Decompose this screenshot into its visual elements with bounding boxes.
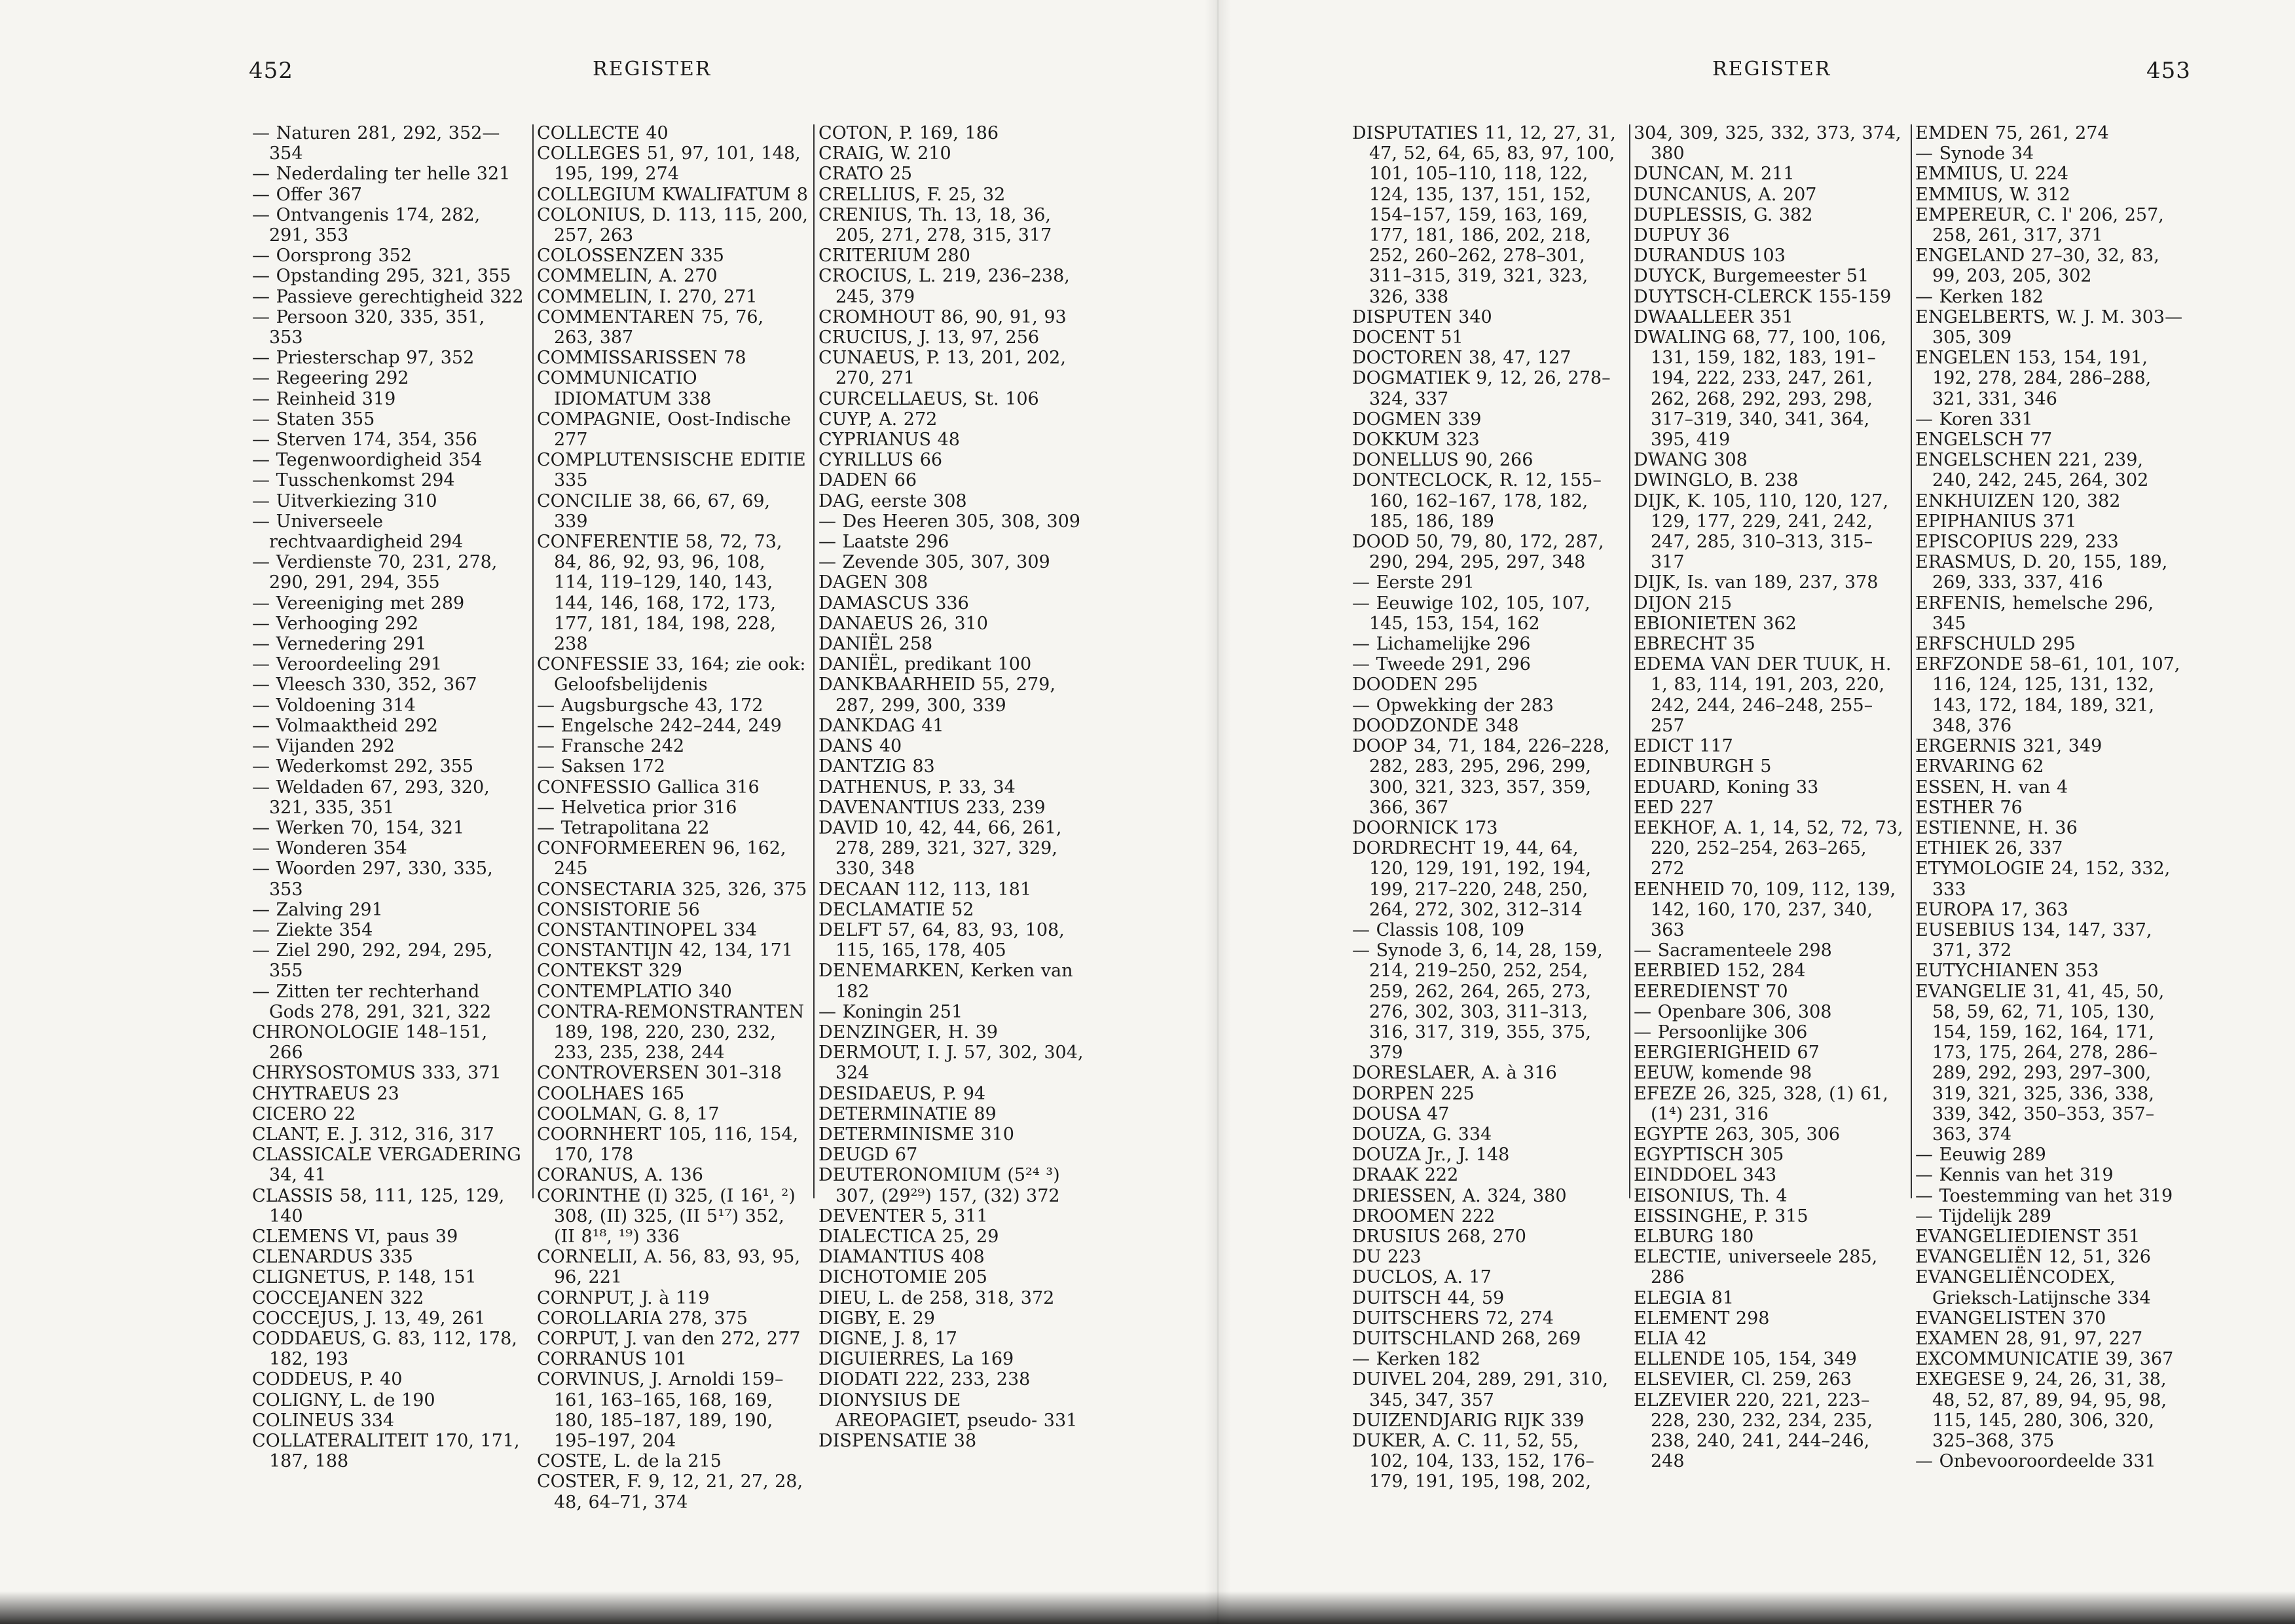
running-head-right: REGISTER <box>1712 58 1831 81</box>
index-entry: DRIESSEN, A. 324, 380 <box>1352 1185 1567 1206</box>
index-entry: COLOSSENZEN 335 <box>537 246 724 267</box>
index-entry: COSTE, L. de la 215 <box>537 1451 722 1472</box>
index-entry: — Tweede 291, 296 <box>1352 654 1531 675</box>
index-entry: COLLEGES 51, 97, 101, 148, 195, 199, 274 <box>537 143 801 185</box>
index-entry: CHRONOLOGIE 148–151, 266 <box>252 1022 488 1063</box>
index-entry: — Staten 355 <box>252 409 375 430</box>
index-entry: DIJON 215 <box>1634 593 1733 614</box>
index-entry: EPISCOPIUS 229, 233 <box>1915 532 2119 553</box>
index-entry: EXAMEN 28, 91, 97, 227 <box>1915 1328 2143 1349</box>
index-entry: CRENIUS, Th. 13, 18, 36, 205, 271, 278, 315, 317 <box>818 204 1052 246</box>
index-entry: ELSEVIER, Cl. 259, 263 <box>1634 1369 1852 1390</box>
index-column <box>1915 123 2187 1471</box>
index-entry: CLENARDUS 335 <box>252 1247 413 1268</box>
index-entry: — Laatste 296 <box>818 532 949 553</box>
index-entry: — Onbevooroordeelde 331 <box>1915 1451 2156 1472</box>
index-entry: DOODEN 295 <box>1352 674 1478 695</box>
index-entry: DATHENUS, P. 33, 34 <box>818 777 1016 798</box>
index-entry: COOLMAN, G. 8, 17 <box>537 1103 720 1124</box>
index-entry: — Helvetica prior 316 <box>537 797 737 818</box>
index-entry: DRUSIUS 268, 270 <box>1352 1226 1526 1247</box>
index-entry: — Vleesch 330, 352, 367 <box>252 674 477 695</box>
right-page <box>1218 0 2295 1624</box>
index-entry: — Tegenwoordigheid 354 <box>252 450 483 471</box>
index-entry: — Vernedering 291 <box>252 634 427 655</box>
index-entry: EUTYCHIANEN 353 <box>1915 961 2099 982</box>
index-entry: DIGBY, E. 29 <box>818 1308 935 1329</box>
index-entry: CONTRA-REMONSTRANTEN 189, 198, 220, 230, 232, 233, 235, 238, 244 <box>537 1001 805 1063</box>
index-entry: DUIVEL 204, 289, 291, 310, 345, 347, 357 <box>1352 1369 1609 1411</box>
index-entry: EPIPHANIUS 371 <box>1915 511 2077 532</box>
index-entry: — Kerken 182 <box>1352 1349 1480 1370</box>
index-entry: CICERO 22 <box>252 1103 356 1124</box>
index-entry: ELEGIA 81 <box>1634 1287 1735 1308</box>
index-entry: ERFSCHULD 295 <box>1915 634 2076 655</box>
index-entry: DONTECLOCK, R. 12, 155–160, 162–167, 178, 182, 185, 186, 189 <box>1352 470 1602 532</box>
index-entry: DIEU, L. de 258, 318, 372 <box>818 1287 1055 1308</box>
index-entry: DIGNE, J. 8, 17 <box>818 1328 957 1349</box>
index-entry: DWAALLEER 351 <box>1634 306 1793 327</box>
index-column <box>252 123 524 1471</box>
index-entry: CUNAEUS, P. 13, 201, 202, 270, 271 <box>818 348 1066 389</box>
index-entry: — Tijdelijk 289 <box>1915 1206 2051 1227</box>
index-entry: CRATO 25 <box>818 164 913 185</box>
index-entry: CRAIG, W. 210 <box>818 143 951 164</box>
index-entry: ETYMOLOGIE 24, 152, 332, 333 <box>1915 858 2171 900</box>
index-column <box>1352 123 1624 1492</box>
index-entry: — Synode 3, 6, 14, 28, 159, 214, 219–250, 252, 254, 259, 262, 264, 265, 273, 276, 302, 303, 311–313, 316, 317, 319, 355, 375, 379 <box>1352 940 1603 1063</box>
index-entry: ENKHUIZEN 120, 382 <box>1915 490 2121 511</box>
index-entry: CUYP, A. 272 <box>818 409 938 430</box>
index-entry: DENZINGER, H. 39 <box>818 1022 998 1043</box>
index-entry: DERMOUT, I. J. 57, 302, 304, 324 <box>818 1043 1084 1084</box>
index-entry: CONSTANTIJN 42, 134, 171 <box>537 940 794 961</box>
index-entry: — Ziekte 354 <box>252 919 373 940</box>
index-entry: CRITERIUM 280 <box>818 246 970 267</box>
index-entry: DOGMEN 339 <box>1352 409 1482 430</box>
index-entry: DICHOTOMIE 205 <box>818 1267 987 1288</box>
index-entry: — Persoonlijke 306 <box>1634 1022 1808 1043</box>
index-entry: EMDEN 75, 261, 274 <box>1915 123 2109 143</box>
index-entry: DAVENANTIUS 233, 239 <box>818 797 1046 818</box>
column-rule <box>813 124 815 1198</box>
index-entry: DOOP 34, 71, 184, 226–228, 282, 283, 295, 296, 299, 300, 321, 323, 357, 359, 366, 367 <box>1352 736 1610 818</box>
index-entry: DOUSA 47 <box>1352 1103 1450 1124</box>
index-entry: COSTER, F. 9, 12, 21, 27, 28, 48, 64–71, 374 <box>537 1471 803 1513</box>
index-entry: DURANDUS 103 <box>1634 246 1786 267</box>
index-entry: ELZEVIER 220, 221, 223–228, 230, 232, 234, 235, 238, 240, 241, 244–246, 248 <box>1634 1390 1873 1472</box>
index-entry: COTON, P. 169, 186 <box>818 123 999 143</box>
index-entry: DUNCANUS, A. 207 <box>1634 184 1817 205</box>
index-entry: CYPRIANUS 48 <box>818 430 960 451</box>
index-entry: DAVID 10, 42, 44, 66, 261, 278, 289, 321, 327, 329, 330, 348 <box>818 817 1062 879</box>
index-entry: DORPEN 225 <box>1352 1083 1475 1104</box>
index-entry: — Passieve gerechtigheid 322 <box>252 286 524 307</box>
index-entry: — Zitten ter rechterhand Gods 278, 291, 321, 322 <box>252 981 492 1022</box>
index-entry: — Werken 70, 154, 321 <box>252 817 465 838</box>
index-entry: CONTEMPLATIO 340 <box>537 981 732 1002</box>
index-entry: — Oorsprong 352 <box>252 246 412 267</box>
index-entry: DWANG 308 <box>1634 450 1748 471</box>
index-entry: DISPUTATIES 11, 12, 27, 31, 47, 52, 64, 65, 83, 97, 100, 101, 105–110, 118, 122, 124, 135, 137, 151, 152, 154–157, 159, 163, 169, 177, 181, 186, 202, 218, 252, 260–262, 278–301, 311–315, 319, 321, 323, 326, 338 <box>1352 123 1616 307</box>
index-entry: EERBIED 152, 284 <box>1634 961 1806 982</box>
index-entry: DORDRECHT 19, 44, 64, 120, 129, 191, 192, 194, 199, 217–220, 248, 250, 264, 272, 302, 312–314 <box>1352 838 1591 920</box>
index-entry: CLIGNETUS, P. 148, 151 <box>252 1267 477 1288</box>
index-entry: DUYTSCH-CLERCK 155-159 <box>1634 286 1892 307</box>
index-entry: DISPUTEN 340 <box>1352 306 1492 327</box>
index-entry: COLIGNY, L. de 190 <box>252 1390 435 1411</box>
index-entry: DUITSCHERS 72, 274 <box>1352 1308 1554 1329</box>
index-entry: ERGERNIS 321, 349 <box>1915 736 2102 757</box>
index-entry: DUKER, A. C. 11, 52, 55, 102, 104, 133, 152, 176–179, 191, 195, 198, 202, <box>1352 1431 1594 1492</box>
index-entry: ELEMENT 298 <box>1634 1308 1770 1329</box>
index-entry: COROLLARIA 278, 375 <box>537 1308 748 1329</box>
index-entry: ESTIENNE, H. 36 <box>1915 817 2078 838</box>
index-entry: CROMHOUT 86, 90, 91, 93 <box>818 306 1067 327</box>
index-entry: EMPEREUR, C. l' 206, 257, 258, 261, 317, 371 <box>1915 204 2164 246</box>
index-entry: EEKHOF, A. 1, 14, 52, 72, 73, 220, 252–254, 263–265, 272 <box>1634 817 1903 879</box>
index-entry: CORPUT, J. van den 272, 277 <box>537 1328 801 1349</box>
index-entry: DAMASCUS 336 <box>818 593 969 614</box>
index-entry: ELIA 42 <box>1634 1328 1707 1349</box>
index-entry: EEUW, komende 98 <box>1634 1063 1812 1084</box>
index-entry: DORESLAER, A. à 316 <box>1352 1063 1557 1084</box>
index-entry: — Eeuwige 102, 105, 107, 145, 153, 154, 162 <box>1352 593 1590 634</box>
index-entry: COMMELIN, I. 270, 271 <box>537 286 758 307</box>
index-entry: EMMIUS, U. 224 <box>1915 164 2069 185</box>
column-rule <box>532 124 534 1198</box>
index-entry: COMMENTAREN 75, 76, 263, 387 <box>537 306 764 348</box>
index-entry: CORRANUS 101 <box>537 1349 687 1370</box>
index-entry: CONTEKST 329 <box>537 961 682 982</box>
index-entry: EVANGELIËN 12, 51, 326 <box>1915 1247 2151 1268</box>
index-entry: EDICT 117 <box>1634 736 1733 757</box>
index-entry: — Eerste 291 <box>1352 572 1475 593</box>
index-entry: DELFT 57, 64, 83, 93, 108, 115, 165, 178, 405 <box>818 919 1065 961</box>
index-entry: ENGELEN 153, 154, 191, 192, 278, 284, 286–288, 321, 331, 346 <box>1915 348 2152 409</box>
index-entry: — Openbare 306, 308 <box>1634 1001 1832 1022</box>
index-entry: CLASSIS 58, 111, 125, 129, 140 <box>252 1185 505 1227</box>
index-entry: — Veroordeeling 291 <box>252 654 443 675</box>
index-entry: DETERMINATIE 89 <box>818 1103 997 1124</box>
index-entry: — Ontvangenis 174, 282, 291, 353 <box>252 204 481 246</box>
index-entry: EDINBURGH 5 <box>1634 756 1772 777</box>
index-entry: COMMISSARISSEN 78 <box>537 348 746 369</box>
index-entry: CONCILIE 38, 66, 67, 69, 339 <box>537 490 771 532</box>
index-entry: CONFESSIE 33, 164; zie ook: Geloofsbelijdenis <box>537 654 806 695</box>
index-entry: ETHIEK 26, 337 <box>1915 838 2063 859</box>
index-entry: EVANGELISTEN 370 <box>1915 1308 2106 1329</box>
index-entry: COMMUNICATIO IDIOMATUM 338 <box>537 368 712 409</box>
index-entry: CRELLIUS, F. 25, 32 <box>818 184 1006 205</box>
index-entry: COOLHAES 165 <box>537 1083 685 1104</box>
index-entry: EENHEID 70, 109, 112, 139, 142, 160, 170, 237, 340, 363 <box>1634 879 1896 940</box>
index-entry: DEUGD 67 <box>818 1145 918 1166</box>
index-entry: — Vijanden 292 <box>252 736 395 757</box>
column-rule <box>1911 124 1912 1198</box>
index-entry: DETERMINISME 310 <box>818 1124 1014 1145</box>
index-entry: CONFORMEEREN 96, 162, 245 <box>537 838 786 879</box>
index-column <box>818 123 1090 1451</box>
index-entry: CORNPUT, J. à 119 <box>537 1287 710 1308</box>
index-entry: COORNHERT 105, 116, 154, 170, 178 <box>537 1124 799 1166</box>
index-entry: DANKBAARHEID 55, 279, 287, 299, 300, 339 <box>818 674 1056 716</box>
index-entry: COMMELIN, A. 270 <box>537 266 718 287</box>
index-entry: — Verdienste 70, 231, 278, 290, 291, 294, 355 <box>252 552 498 593</box>
index-entry: DIAMANTIUS 408 <box>818 1247 985 1268</box>
index-entry: COMPAGNIE, Oost-Indische 277 <box>537 409 791 451</box>
index-entry: — Lichamelijke 296 <box>1352 634 1531 655</box>
index-entry: CORINTHE (I) 325, (I 16¹, ²) 308, (II) 325, (II 5¹⁷) 352, (II 8¹⁸, ¹⁹) 336 <box>537 1185 796 1247</box>
index-entry: DIGUIERRES, La 169 <box>818 1349 1014 1370</box>
index-entry: DOORNICK 173 <box>1352 817 1498 838</box>
index-entry: DISPENSATIE 38 <box>818 1431 977 1451</box>
index-entry: DOODZONDE 348 <box>1352 715 1519 736</box>
index-entry: DUITSCH 44, 59 <box>1352 1287 1505 1308</box>
index-entry: EVANGELIEDIENST 351 <box>1915 1226 2140 1247</box>
index-entry: DOCTOREN 38, 47, 127 <box>1352 348 1571 369</box>
index-entry: DROOMEN 222 <box>1352 1206 1496 1227</box>
index-entry: CONTROVERSEN 301–318 <box>537 1063 782 1084</box>
index-entry: — Saksen 172 <box>537 756 665 777</box>
index-entry: EMMIUS, W. 312 <box>1915 184 2070 205</box>
index-entry: COCCEJUS, J. 13, 49, 261 <box>252 1308 486 1329</box>
index-entry: — Wederkomst 292, 355 <box>252 756 474 777</box>
index-entry: EISONIUS, Th. 4 <box>1634 1185 1788 1206</box>
index-entry: CHYTRAEUS 23 <box>252 1083 399 1104</box>
index-entry: DUPLESSIS, G. 382 <box>1634 204 1813 225</box>
index-entry: CODDAEUS, G. 83, 112, 178, 182, 193 <box>252 1328 517 1370</box>
index-entry: — Koren 331 <box>1915 409 2033 430</box>
index-entry: CONSTANTINOPEL 334 <box>537 919 757 940</box>
index-entry: ENGELBERTS, W. J. M. 303—305, 309 <box>1915 306 2183 348</box>
index-entry: — Engelsche 242–244, 249 <box>537 715 782 736</box>
index-entry: CORANUS, A. 136 <box>537 1165 703 1186</box>
index-entry: EERGIERIGHEID 67 <box>1634 1043 1820 1063</box>
index-entry: — Weldaden 67, 293, 320, 321, 335, 351 <box>252 777 490 818</box>
index-entry: EUSEBIUS 134, 147, 337, 371, 372 <box>1915 919 2152 961</box>
index-entry: DANIËL, predikant 100 <box>818 654 1032 675</box>
index-entry: CONSISTORIE 56 <box>537 899 700 920</box>
index-entry: — Zevende 305, 307, 309 <box>818 552 1050 573</box>
index-entry: CURCELLAEUS, St. 106 <box>818 388 1039 409</box>
index-entry: DOKKUM 323 <box>1352 430 1480 451</box>
index-entry: EED 227 <box>1634 797 1714 818</box>
index-entry: CONFESSIO Gallica 316 <box>537 777 760 798</box>
index-entry: DUNCAN, M. 211 <box>1634 164 1795 185</box>
index-entry: — Wonderen 354 <box>252 838 407 859</box>
index-entry: DIJK, Is. van 189, 237, 378 <box>1634 572 1879 593</box>
index-entry: EGYPTISCH 305 <box>1634 1145 1784 1166</box>
index-entry: ERVARING 62 <box>1915 756 2044 777</box>
index-entry: — Regeering 292 <box>252 368 409 389</box>
index-entry: EGYPTE 263, 305, 306 <box>1634 1124 1841 1145</box>
index-entry: DENEMARKEN, Kerken van 182 <box>818 961 1073 1002</box>
index-entry: COLONIUS, D. 113, 115, 200, 257, 263 <box>537 204 808 246</box>
index-entry: DEUTERONOMIUM (5²⁴ ³) 307, (29²⁹) 157, (32) 372 <box>818 1165 1060 1206</box>
index-entry: — Kerken 182 <box>1915 286 2044 307</box>
index-entry: — Classis 108, 109 <box>1352 919 1524 940</box>
index-entry: — Woorden 297, 330, 335, 353 <box>252 858 493 900</box>
index-entry: — Zalving 291 <box>252 899 383 920</box>
index-entry: DECLAMATIE 52 <box>818 899 974 920</box>
index-entry: — Naturen 281, 292, 352—354 <box>252 123 500 164</box>
index-entry: DANAEUS 26, 310 <box>818 613 988 634</box>
index-entry: CORNELII, A. 56, 83, 93, 95, 96, 221 <box>537 1247 801 1288</box>
scan-shadow <box>0 1591 2295 1624</box>
index-entry: — Vereeniging met 289 <box>252 593 465 614</box>
index-entry: — Volmaaktheid 292 <box>252 715 438 736</box>
index-entry: — Des Heeren 305, 308, 309 <box>818 511 1080 532</box>
index-entry: CROCIUS, L. 219, 236–238, 245, 379 <box>818 266 1070 307</box>
index-entry: CONSECTARIA 325, 326, 375 <box>537 879 807 900</box>
index-entry: — Tusschenkomst 294 <box>252 470 455 491</box>
index-entry: — Uitverkiezing 310 <box>252 490 437 511</box>
index-entry: DOUZA Jr., J. 148 <box>1352 1145 1510 1166</box>
index-entry: ELLENDE 105, 154, 349 <box>1634 1349 1857 1370</box>
index-entry: — Koningin 251 <box>818 1001 963 1022</box>
index-entry: DEVENTER 5, 311 <box>818 1206 988 1227</box>
index-entry: COCCEJANEN 322 <box>252 1287 424 1308</box>
index-entry: — Verhooging 292 <box>252 613 419 634</box>
index-entry: CLASSICALE VERGADERING 34, 41 <box>252 1145 521 1186</box>
index-entry: — Sterven 174, 354, 356 <box>252 430 477 451</box>
index-entry: EBIONIETEN 362 <box>1634 613 1797 634</box>
index-entry: EUROPA 17, 363 <box>1915 899 2068 920</box>
index-entry: EXEGESE 9, 24, 26, 31, 38, 48, 52, 87, 89, 94, 95, 98, 115, 145, 280, 306, 320, 325–368, 375 <box>1915 1369 2167 1451</box>
index-entry: CYRILLUS 66 <box>818 450 943 471</box>
index-entry: DUYCK, Burgemeester 51 <box>1634 266 1869 287</box>
index-entry: — Ziel 290, 292, 294, 295, 355 <box>252 940 493 982</box>
index-entry: DIONYSIUS DE AREOPAGIET, pseudo- 331 <box>818 1390 1078 1431</box>
index-entry: — Priesterschap 97, 352 <box>252 348 475 369</box>
index-entry: EFEZE 26, 325, 328, (1) 61, (1⁴) 231, 316 <box>1634 1083 1888 1124</box>
index-entry: DU 223 <box>1352 1247 1422 1268</box>
index-entry: ENGELAND 27–30, 32, 83, 99, 203, 205, 302 <box>1915 246 2159 287</box>
index-entry: DUCLOS, A. 17 <box>1352 1267 1492 1288</box>
index-entry: DADEN 66 <box>818 470 917 491</box>
index-entry: DRAAK 222 <box>1352 1165 1459 1186</box>
index-entry: EEREDIENST 70 <box>1634 981 1788 1002</box>
index-entry: — Eeuwig 289 <box>1915 1145 2046 1166</box>
index-entry: DOCENT 51 <box>1352 327 1463 348</box>
index-entry: DOGMATIEK 9, 12, 26, 278–324, 337 <box>1352 368 1611 409</box>
index-entry: DOOD 50, 79, 80, 172, 287, 290, 294, 295, 297, 348 <box>1352 532 1604 573</box>
index-entry: CLANT, E. J. 312, 316, 317 <box>252 1124 494 1145</box>
index-entry: DWINGLO, B. 238 <box>1634 470 1799 491</box>
index-entry: — Kennis van het 319 <box>1915 1165 2114 1186</box>
index-entry: DESIDAEUS, P. 94 <box>818 1083 986 1104</box>
running-head-left: REGISTER <box>593 58 712 81</box>
index-entry: — Offer 367 <box>252 184 362 205</box>
index-entry: ELECTIE, universeele 285, 286 <box>1634 1247 1878 1288</box>
index-entry: DECAAN 112, 113, 181 <box>818 879 1032 900</box>
index-entry: DUITSCHLAND 268, 269 <box>1352 1328 1581 1349</box>
page-number-right: 453 <box>2146 58 2191 84</box>
index-entry: CLEMENS VI, paus 39 <box>252 1226 458 1247</box>
index-entry: DAGEN 308 <box>818 572 928 593</box>
index-entry: DANS 40 <box>818 736 902 757</box>
page-number-left: 452 <box>249 58 293 84</box>
index-entry: EXCOMMUNICATIE 39, 367 <box>1915 1349 2174 1370</box>
index-entry: — Fransche 242 <box>537 736 685 757</box>
index-entry: DOUZA, G. 334 <box>1352 1124 1492 1145</box>
index-entry: EDUARD, Koning 33 <box>1634 777 1819 798</box>
index-entry: ERFZONDE 58–61, 101, 107, 116, 124, 125, 131, 132, 143, 172, 184, 189, 321, 348, 376 <box>1915 654 2180 736</box>
index-column <box>1634 123 1905 1471</box>
index-entry: — Augsburgsche 43, 172 <box>537 695 763 716</box>
index-entry: EBRECHT 35 <box>1634 634 1755 655</box>
index-entry: 304, 309, 325, 332, 373, 374, 380 <box>1634 123 1901 164</box>
index-entry: ELBURG 180 <box>1634 1226 1754 1247</box>
index-column <box>537 123 809 1513</box>
index-entry: DIODATI 222, 233, 238 <box>818 1369 1031 1390</box>
index-entry: COLINEUS 334 <box>252 1410 395 1431</box>
index-entry: DWALING 68, 77, 100, 106, 131, 159, 182, 183, 191–194, 222, 233, 247, 261, 262, 268, 292, 293, 298, 317–319, 340, 341, 364, 395, 419 <box>1634 327 1886 451</box>
index-entry: CHRYSOSTOMUS 333, 371 <box>252 1063 502 1084</box>
index-entry: — Toestemming van het 319 <box>1915 1185 2173 1206</box>
index-entry: COLLECTE 40 <box>537 123 669 143</box>
index-entry: DIJK, K. 105, 110, 120, 127, 129, 177, 229, 241, 242, 247, 285, 310–313, 315–317 <box>1634 490 1889 573</box>
index-entry: DUPUY 36 <box>1634 225 1730 246</box>
index-entry: CONFERENTIE 58, 72, 73, 84, 86, 92, 93, 96, 108, 114, 119–129, 140, 143, 144, 146, 168, 172, 173, 177, 181, 184, 198, 228, 238 <box>537 532 782 655</box>
index-entry: EVANGELIËNCODEX, Grieksch-Latijnsche 334 <box>1915 1267 2151 1308</box>
index-entry: DANKDAG 41 <box>818 715 944 736</box>
index-entry: CODDEUS, P. 40 <box>252 1369 403 1390</box>
index-entry: CORVINUS, J. Arnoldi 159–161, 163–165, 168, 169, 180, 185–187, 189, 190, 195–197, 204 <box>537 1369 784 1451</box>
index-entry: ERASMUS, D. 20, 155, 189, 269, 333, 337, 416 <box>1915 552 2168 593</box>
index-entry: DONELLUS 90, 266 <box>1352 450 1533 471</box>
index-entry: DUIZENDJARIG RIJK 339 <box>1352 1410 1585 1431</box>
index-entry: — Persoon 320, 335, 351, 353 <box>252 306 485 348</box>
index-entry: ENGELSCH 77 <box>1915 430 2053 451</box>
index-entry: EVANGELIE 31, 41, 45, 50, 58, 59, 62, 71, 105, 130, 154, 159, 162, 164, 171, 173, 175, 264, 278, 286–289, 292, 293, 297–300, 319, 321, 325, 336, 338, 339, 342, 350–353, 357–363, 374 <box>1915 981 2165 1145</box>
index-entry: EDEMA VAN DER TUUK, H. 1, 83, 114, 191, 203, 220, 242, 244, 246–248, 255–257 <box>1634 654 1892 736</box>
column-rule <box>1629 124 1630 1198</box>
index-entry: — Synode 34 <box>1915 143 2034 164</box>
index-entry: — Sacramenteele 298 <box>1634 940 1832 961</box>
index-entry: DIALECTICA 25, 29 <box>818 1226 999 1247</box>
index-entry: DANIËL 258 <box>818 634 933 655</box>
index-entry: CRUCIUS, J. 13, 97, 256 <box>818 327 1039 348</box>
index-entry: ENGELSCHEN 221, 239, 240, 242, 245, 264, 302 <box>1915 450 2149 491</box>
index-entry: — Opstanding 295, 321, 355 <box>252 266 511 287</box>
index-entry: COLLEGIUM KWALIFATUM 8 <box>537 184 808 205</box>
index-entry: — Tetrapolitana 22 <box>537 817 710 838</box>
index-entry: COLLATERALITEIT 170, 171, 187, 188 <box>252 1431 520 1472</box>
index-entry: ESSEN, H. van 4 <box>1915 777 2068 798</box>
index-entry: — Universeele rechtvaardigheid 294 <box>252 511 464 553</box>
index-entry: — Reinheid 319 <box>252 388 396 409</box>
index-entry: EINDDOEL 343 <box>1634 1165 1777 1186</box>
index-entry: — Opwekking der 283 <box>1352 695 1554 716</box>
index-entry: — Voldoening 314 <box>252 695 416 716</box>
index-entry: DAG, eerste 308 <box>818 490 967 511</box>
index-entry: DANTZIG 83 <box>818 756 935 777</box>
index-entry: ERFENIS, hemelsche 296, 345 <box>1915 593 2154 634</box>
index-entry: EISSINGHE, P. 315 <box>1634 1206 1808 1227</box>
index-entry: ESTHER 76 <box>1915 797 2023 818</box>
index-entry: COMPLUTENSISCHE EDITIE 335 <box>537 450 806 491</box>
index-entry: — Nederdaling ter helle 321 <box>252 164 511 185</box>
